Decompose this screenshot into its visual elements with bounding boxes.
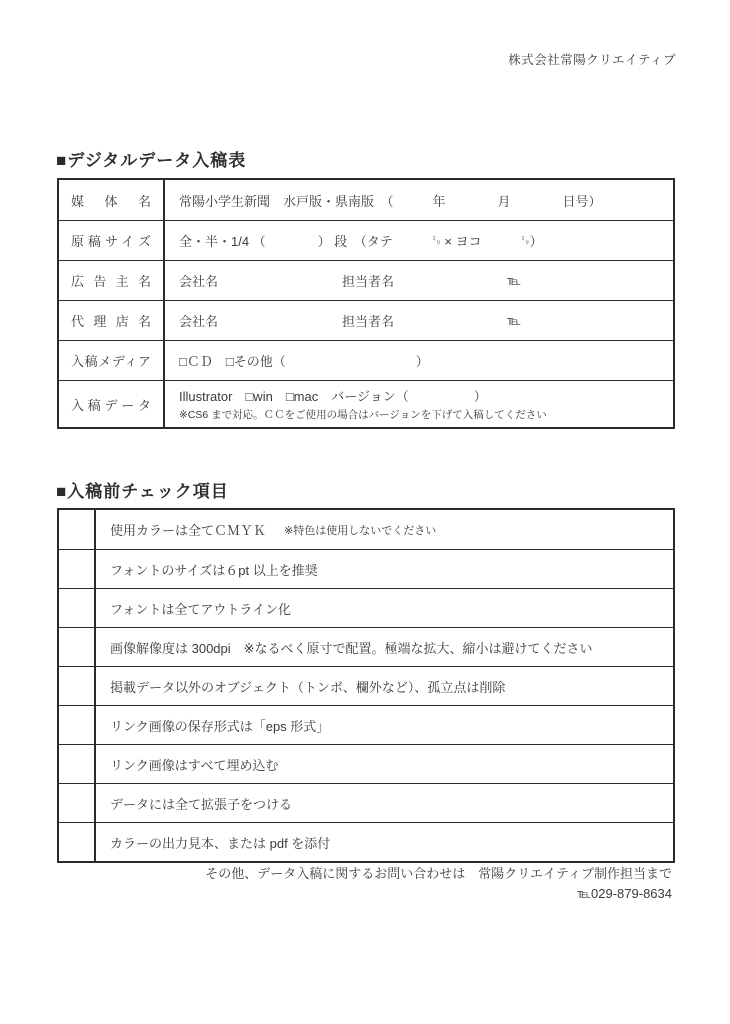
data-format-note: ※CS6 まで対応。ＣＣをご使用の場合はバージョンを下げて入稿してください xyxy=(179,409,547,421)
size-text: ） xyxy=(529,234,543,249)
checklist-item-cell: フォントのサイズは６pt 以上を推奨 xyxy=(110,562,318,578)
table-row-media xyxy=(59,180,673,220)
checkbox-cell xyxy=(59,589,96,627)
agency-cell xyxy=(165,301,673,340)
row-header-media-type xyxy=(59,341,165,380)
checklist-row xyxy=(59,822,673,861)
checklist-row xyxy=(59,705,673,744)
checklist-row xyxy=(59,627,673,666)
row-header-label: 原稿サイズ xyxy=(71,234,151,249)
contact-field-label: 担当者名 xyxy=(342,314,395,329)
checklist-item-cell: 画像解像度は 300dpi ※なるべく原寸で配置。極端な拡大、縮小は避けてください xyxy=(110,640,593,656)
form-section-title: ■デジタルデータ入稿表 xyxy=(56,151,247,170)
checklist-item-cell xyxy=(96,510,673,549)
row-header-label: 広告主名 xyxy=(71,274,151,289)
row-header-agency xyxy=(59,301,165,340)
checklist-item-cell: データには全て拡張子をつける xyxy=(110,796,293,812)
checklist-item-cell: カラーの出力見本、または pdf を添付 xyxy=(110,835,331,851)
footer-contact xyxy=(205,864,672,904)
checklist-row xyxy=(59,549,673,588)
checkbox-cell xyxy=(59,628,96,666)
company-field-label: 会社名 xyxy=(179,274,219,289)
company-name: 株式会社常陽クリエイティブ xyxy=(508,53,676,67)
size-text: × ヨコ xyxy=(440,234,521,249)
checklist-row xyxy=(59,588,673,627)
checkbox-cell xyxy=(59,823,96,861)
row-header-data-format xyxy=(59,381,165,427)
millimeter-symbol: ㍉ xyxy=(520,236,530,246)
checkbox-cell xyxy=(59,667,96,705)
precheck-table xyxy=(57,508,675,863)
row-header-advertiser xyxy=(59,261,165,300)
company-field-label: 会社名 xyxy=(179,314,219,329)
checkbox-cell xyxy=(59,510,96,549)
table-row-agency xyxy=(59,300,673,340)
checklist-item-cell: フォントは全てアウトライン化 xyxy=(110,601,291,617)
checklist-row xyxy=(59,666,673,705)
size-text: 全・半・1/4 （ ） 段 （タテ xyxy=(179,234,432,249)
row-header-label: 媒体名 xyxy=(71,193,151,209)
checklist-item-note: ※特色は使用しないでください xyxy=(284,524,437,537)
row-header-label: 代理店名 xyxy=(71,314,151,329)
table-row-media-type xyxy=(59,340,673,380)
checkbox-cell xyxy=(59,550,96,588)
row-header-media xyxy=(59,180,165,220)
checkbox-cell xyxy=(59,784,96,822)
checklist-item-text: 使用カラーは全てＣＭＹＫ xyxy=(110,523,267,538)
checklist-section-title: ■入稿前チェック項目 xyxy=(56,482,229,501)
checklist-item-cell: リンク画像の保存形式は「eps 形式」 xyxy=(110,718,330,734)
tel-field-label: ℡ xyxy=(507,312,521,328)
checklist-item-cell: 掲載データ以外のオブジェクト（トンボ、欄外など）、孤立点は削除 xyxy=(110,679,506,695)
row-header-size xyxy=(59,221,165,260)
footer-contact-line: その他、データ入稿に関するお問い合わせは 常陽クリエイティブ制作担当まで xyxy=(205,866,672,881)
tel-field-label: ℡ xyxy=(507,272,521,288)
checklist-row xyxy=(59,744,673,783)
table-row-data-format xyxy=(59,380,673,427)
size-cell xyxy=(165,221,673,260)
table-row-size xyxy=(59,220,673,260)
media-type-cell: □ＣＤ □その他（ ） xyxy=(179,354,429,369)
checklist-row xyxy=(59,510,673,549)
checklist-row xyxy=(59,783,673,822)
data-format-cell xyxy=(165,381,673,427)
millimeter-symbol: ㍉ xyxy=(431,236,441,246)
contact-field-label: 担当者名 xyxy=(342,274,395,289)
submission-form-table xyxy=(57,178,675,429)
checklist-item-cell: リンク画像はすべて埋め込む xyxy=(110,757,279,773)
checkbox-cell xyxy=(59,745,96,783)
advertiser-cell xyxy=(165,261,673,300)
row-header-label: 入稿データ xyxy=(71,397,151,413)
row-header-label: 入稿メディア xyxy=(71,354,151,369)
data-format-main: Illustrator □win □mac バージョン（ ） xyxy=(179,389,487,404)
media-cell: 常陽小学生新聞 水戸版・県南版 （ 年 月 日号） xyxy=(179,193,602,209)
table-row-advertiser xyxy=(59,260,673,300)
footer-phone: ℡029-879-8634 xyxy=(577,886,672,901)
checkbox-cell xyxy=(59,706,96,744)
